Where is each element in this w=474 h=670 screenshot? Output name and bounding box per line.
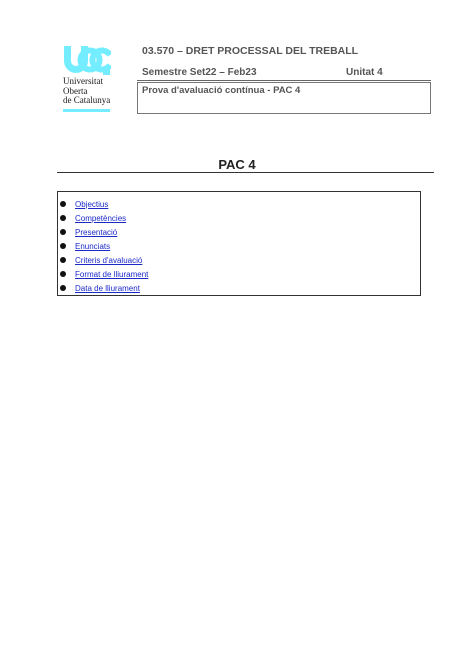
page-title: PAC 4 [218, 157, 256, 172]
bullet-icon [60, 271, 66, 277]
toc-link-enunciats[interactable]: Enunciats [75, 241, 111, 251]
bullet-icon [60, 257, 66, 263]
bullet-icon [60, 243, 66, 249]
toc-item-competencies [60, 211, 148, 225]
toc-link-format[interactable]: Format de lliurament [75, 269, 149, 279]
toc-link-criteris[interactable]: Criteris d'avaluació [75, 255, 143, 265]
toc-item-presentacio [60, 225, 148, 239]
toc-list [60, 197, 148, 295]
test-title: Prova d'avaluació contínua - PAC 4 [142, 85, 301, 96]
table-of-contents [57, 191, 421, 296]
uoc-logo-wordmark [63, 77, 115, 106]
semester-label: Semestre Set22 – Feb23 [142, 67, 257, 78]
logo-accent-bar [63, 109, 110, 112]
bullet-icon [60, 201, 66, 207]
toc-item-enunciats [60, 239, 148, 253]
test-title-box [137, 82, 431, 114]
logo-line-3: de Catalunya [63, 95, 111, 105]
course-title: 03.570 – DRET PROCESSAL DEL TREBALL [142, 45, 359, 57]
toc-item-objectius [60, 197, 148, 211]
toc-link-data[interactable]: Data de lliurament [75, 283, 140, 293]
uoc-logo-icon [63, 42, 111, 75]
toc-item-format [60, 267, 148, 281]
toc-item-criteris [60, 253, 148, 267]
header-divider [137, 80, 431, 81]
toc-link-presentacio[interactable]: Presentació [75, 227, 118, 237]
toc-link-objectius[interactable]: Objectius [75, 199, 109, 209]
title-divider [57, 172, 434, 173]
unit-label: Unitat 4 [346, 67, 383, 78]
logo-line-1: Universitat [63, 76, 103, 86]
toc-link-competencies[interactable]: Competències [75, 213, 127, 223]
logo-line-2: Oberta [63, 85, 88, 96]
bullet-icon [60, 229, 66, 235]
bullet-icon [60, 285, 66, 291]
bullet-icon [60, 215, 66, 221]
uoc-logo [63, 42, 115, 112]
toc-item-data [60, 281, 148, 295]
